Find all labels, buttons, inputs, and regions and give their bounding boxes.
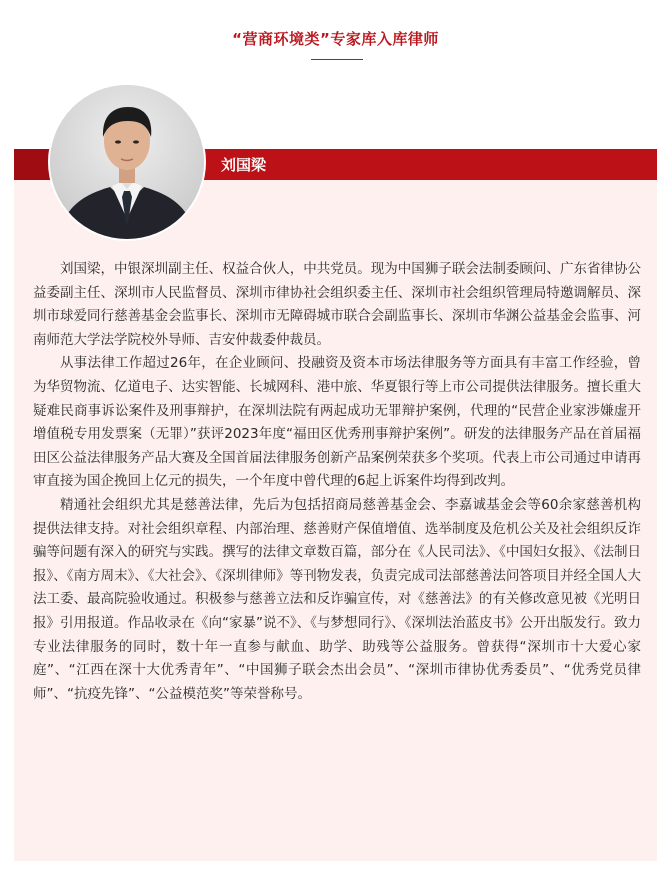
banner-shade [14,149,50,180]
page-title: “营商环境类”专家库入库律师 [232,30,439,48]
title-underline [311,59,363,60]
bio-text [33,258,641,706]
lawyer-name: 刘国梁 [221,156,267,174]
bio-paragraph: 精通社会组织尤其是慈善法律，先后为包括招商局慈善基金会、李嘉诚基金会等60余家慈善机构提供法律支持。对社会组织章程、内部治理、慈善财产保值增值、选举制度及危机公关及社会组织反诈骗等问题有深入的研究与实践。撰写的法律文章数百篇，部分在《人民司法》、《中国妇女报》、《法制日报》、《南方周末》、《大社会》、《深圳律师》等刊物发表，负责完成司法部慈善法问答项目并经全国人大法工委、最高院验收通过。积极参与慈善立法和反诈骗宣传，对《慈善法》的有关修改意见被《光明日报》引用报道。作品收录在《向“家暴”说不》、《与梦想同行》、《深圳法治蓝皮书》公开出版发行。致力专业法律服务的同时，数十年一直参与献血、助学、助残等公益服务。曾获得“深圳市十大爱心家庭”、“江西在深十大优秀青年”、“中国狮子联会杰出会员”、“深圳市律协优秀委员”、“优秀党员律师”、“抗疫先锋”、“公益模范奖”等荣誉称号。 [33,496,641,702]
bio-paragraph: 从事法律工作超过26年，在企业顾问、投融资及资本市场法律服务等方面具有丰富工作经验，曾为华贸物流、亿道电子、达实智能、长城网科、港中旅、华夏银行等上市公司提供法律服务。擅长重大疑难民商事诉讼案件及刑事辩护，在深圳法院有两起成功无罪辩护案例，代理的“民营企业家涉嫌虚开增值税专用发票案（无罪）”获评2023年度“福田区优秀刑事辩护案例”。研发的法律服务产品在首届福田区公益法律服务产品大赛及全国首届法律服务创新产品案例荣获多个奖项。代表上市公司通过申请再审直接为国企挽回上亿元的损失，一个年度中曾代理的6起上诉案件均得到改判。 [33,355,641,490]
bio-paragraph: 刘国梁，中银深圳副主任、权益合伙人，中共党员。现为中国狮子联会法制委顾问、广东省律协公益委副主任、深圳市人民监督员、深圳市律协社会组织委主任、深圳市社会组织管理局特邀调解员、深圳市球爱同行慈善基金会监事长、深圳市无障碍城市联合会副监事长、深圳市华渊公益基金会监事、河南师范大学法学院校外导师、吉安仲裁委仲裁员。 [33,261,641,348]
portrait-photo-icon [50,85,204,239]
